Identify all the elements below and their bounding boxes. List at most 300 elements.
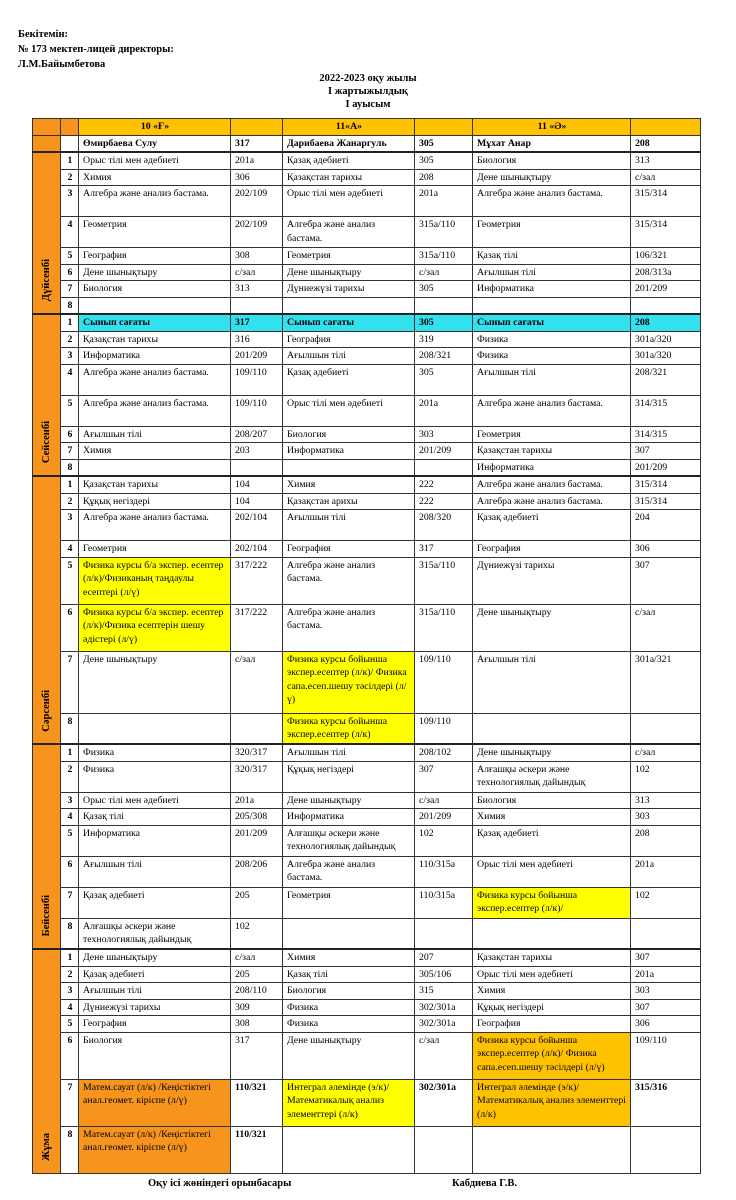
room-cell: 315а/110 xyxy=(415,604,473,651)
subject-cell: Геометрия xyxy=(283,248,415,265)
subject-cell: Геометрия xyxy=(79,217,231,248)
approve-label: Бекітемін: xyxy=(18,29,69,40)
subject-cell: Ағылшын тілі xyxy=(473,264,631,281)
lesson-number: 2 xyxy=(61,169,79,186)
teacher-name: Дарибаева Жанаргуль xyxy=(283,135,415,152)
room-cell: 315 xyxy=(415,983,473,1000)
room-cell: 208 xyxy=(415,169,473,186)
room-cell: 313 xyxy=(631,152,701,169)
lesson-row xyxy=(33,744,701,761)
subject-cell: Химия xyxy=(79,443,231,460)
room-cell: 315а/110 xyxy=(415,217,473,248)
day-name: Дүйсенбі xyxy=(41,259,53,302)
room-cell: с/зал xyxy=(631,604,701,651)
lesson-number: 1 xyxy=(61,476,79,493)
room-cell: 313 xyxy=(631,792,701,809)
lesson-number: 5 xyxy=(61,825,79,856)
subject-cell: Матем.сауат (л/к) /Кеңістіктегі анал.геомет. кіріспе (л/ү) xyxy=(79,1079,231,1126)
room-cell: 317 xyxy=(231,1032,283,1079)
room-cell: 222 xyxy=(415,493,473,510)
room-cell: 109/110 xyxy=(415,713,473,744)
subject-cell: Ағылшын тілі xyxy=(473,651,631,713)
day-name: Жұма xyxy=(41,1133,53,1161)
room-cell: 307 xyxy=(415,761,473,792)
day-name: Бейсенбі xyxy=(41,895,53,937)
room-cell: 208/110 xyxy=(231,983,283,1000)
lesson-number: 7 xyxy=(61,281,79,298)
director-name: Л.М.Байымбетова xyxy=(18,59,106,70)
room-cell: 205 xyxy=(231,887,283,918)
lesson-row xyxy=(33,248,701,265)
subject-cell: Интеграл әлемінде (э/к)/Математикалық анализ элементтері (л/к) xyxy=(473,1079,631,1126)
subject-cell: География xyxy=(283,541,415,558)
lesson-row xyxy=(33,541,701,558)
room-cell xyxy=(631,1126,701,1173)
subject-cell xyxy=(79,297,231,314)
subject-cell: Алгебра және анализ бастама. xyxy=(79,510,231,541)
subject-cell: Химия xyxy=(283,949,415,966)
room-cell: с/зал xyxy=(231,949,283,966)
subject-cell: Биология xyxy=(79,1032,231,1079)
lesson-row xyxy=(33,264,701,281)
lesson-number: 6 xyxy=(61,856,79,887)
subject-cell xyxy=(473,713,631,744)
subject-cell: Химия xyxy=(473,983,631,1000)
room-cell: 208/321 xyxy=(415,348,473,365)
room-cell: 208/321 xyxy=(631,364,701,395)
subject-cell: Биология xyxy=(283,426,415,443)
lesson-row xyxy=(33,966,701,983)
room-cell: 208/207 xyxy=(231,426,283,443)
room-cell: 208 xyxy=(631,825,701,856)
lesson-row xyxy=(33,999,701,1016)
room-cell: 306 xyxy=(231,169,283,186)
room-cell xyxy=(631,297,701,314)
lesson-row xyxy=(33,281,701,298)
room-cell: 201а xyxy=(415,395,473,426)
subject-cell: Қазақ әдебиеті xyxy=(283,152,415,169)
subject-cell: Интеграл әлемінде (э/к)/Математикалық анализ элементтері (л/к) xyxy=(283,1079,415,1126)
lesson-number: 1 xyxy=(61,314,79,331)
room-cell: 201а xyxy=(231,792,283,809)
room-cell: 201а xyxy=(415,186,473,217)
lesson-number: 5 xyxy=(61,1016,79,1033)
lesson-row xyxy=(33,809,701,826)
subject-cell: Физика xyxy=(283,999,415,1016)
room-cell: 302/301а xyxy=(415,1016,473,1033)
room-cell: 201/209 xyxy=(631,281,701,298)
lesson-row xyxy=(33,169,701,186)
room-cell: 305 xyxy=(415,364,473,395)
room-cell: 307 xyxy=(631,999,701,1016)
lesson-row xyxy=(33,792,701,809)
room-cell: 204 xyxy=(631,510,701,541)
subject-cell: Геометрия xyxy=(473,426,631,443)
day-label xyxy=(33,152,61,314)
room-cell: 305 xyxy=(415,314,473,331)
room-cell: 201а xyxy=(231,152,283,169)
lesson-number: 4 xyxy=(61,364,79,395)
subject-cell: Қазақ әдебиеті xyxy=(473,825,631,856)
subject-cell: Қазақстан тарихы xyxy=(473,443,631,460)
room-cell: 202/104 xyxy=(231,541,283,558)
subject-cell: Ағылшын тілі xyxy=(473,364,631,395)
lesson-number: 6 xyxy=(61,1032,79,1079)
room-cell: с/зал xyxy=(631,744,701,761)
room-cell: 320/317 xyxy=(231,761,283,792)
subject-cell: Орыс тілі мен әдебиеті xyxy=(283,186,415,217)
subject-cell: Геометрия xyxy=(79,541,231,558)
room-cell: 202/109 xyxy=(231,186,283,217)
subject-cell: Физика курсы б/а экспер. есептер (л/к)/Физиканың таңдаулы есептері (л/ү) xyxy=(79,557,231,604)
room-cell: 104 xyxy=(231,493,283,510)
subject-cell: Қазақстан тарихы xyxy=(79,331,231,348)
lesson-number: 7 xyxy=(61,1079,79,1126)
subject-cell: Физика курсы б/а экспер. есептер (л/к)/Физика есептерін шешу әдістері (л/ү) xyxy=(79,604,231,651)
lesson-number: 8 xyxy=(61,713,79,744)
subject-cell: Алғашқы әскери және технологиялық дайындық xyxy=(283,825,415,856)
subject-cell: Информатика xyxy=(79,825,231,856)
room-cell: 201а xyxy=(631,856,701,887)
room-cell: 316 xyxy=(231,331,283,348)
room-cell: 102 xyxy=(631,761,701,792)
lesson-number: 6 xyxy=(61,426,79,443)
subject-cell: Орыс тілі мен әдебиеті xyxy=(79,792,231,809)
lesson-row xyxy=(33,348,701,365)
room-cell: 110/315а xyxy=(415,887,473,918)
subject-cell: Қазақ әдебиеті xyxy=(473,510,631,541)
subject-cell: Дене шынықтыру xyxy=(473,744,631,761)
room-cell: 208/206 xyxy=(231,856,283,887)
lesson-row xyxy=(33,949,701,966)
corner-cell xyxy=(61,119,79,136)
room-cell: 319 xyxy=(415,331,473,348)
room-cell: 315/314 xyxy=(631,186,701,217)
room-cell: 315/316 xyxy=(631,1079,701,1126)
shift: I ауысым xyxy=(345,99,391,110)
room-cell: 317 xyxy=(231,314,283,331)
subject-cell: Ағылшын тілі xyxy=(79,983,231,1000)
lesson-row xyxy=(33,887,701,918)
subject-cell: Құқық негіздері xyxy=(283,761,415,792)
room-cell: 317/222 xyxy=(231,557,283,604)
subject-cell: Құқық негіздері xyxy=(473,999,631,1016)
room-cell: 202/109 xyxy=(231,217,283,248)
lesson-number: 2 xyxy=(61,761,79,792)
approval-block xyxy=(18,27,174,72)
subject-cell: География xyxy=(283,331,415,348)
subject-cell: Ағылшын тілі xyxy=(283,348,415,365)
subject-cell: Алгебра және анализ бастама. xyxy=(283,856,415,887)
homeroom: 208 xyxy=(631,135,701,152)
room-cell: 315/314 xyxy=(631,493,701,510)
subject-cell xyxy=(473,918,631,949)
room-cell: 315/314 xyxy=(631,476,701,493)
subject-cell: Дүниежүзі тарихы xyxy=(283,281,415,298)
room-cell xyxy=(231,713,283,744)
lesson-number: 3 xyxy=(61,348,79,365)
class-name: 11 «Ә» xyxy=(473,119,631,136)
footer-role: Оқу ісі жөніндегі орынбасары xyxy=(148,1178,292,1189)
semester: I жартыжылдық xyxy=(328,86,408,97)
room-cell: 306 xyxy=(631,541,701,558)
subject-cell xyxy=(283,459,415,476)
lesson-number: 6 xyxy=(61,264,79,281)
subject-cell: Алғашқы әскери және технологиялық дайындық xyxy=(79,918,231,949)
room-cell xyxy=(415,297,473,314)
room-cell: 201/209 xyxy=(415,443,473,460)
subject-cell: Дене шынықтыру xyxy=(283,1032,415,1079)
subject-cell: Сынып сағаты xyxy=(473,314,631,331)
subject-cell: Дене шынықтыру xyxy=(79,949,231,966)
room-cell: 208/102 xyxy=(415,744,473,761)
subject-cell: Дене шынықтыру xyxy=(79,651,231,713)
subject-cell: Физика xyxy=(473,348,631,365)
subject-cell: Геометрия xyxy=(473,217,631,248)
teacher-name: Мұхат Анар xyxy=(473,135,631,152)
room-cell: 313 xyxy=(231,281,283,298)
lesson-row xyxy=(33,713,701,744)
day-name: Сейсенбі xyxy=(41,421,53,464)
subject-cell: Физика курсы бойынша экспер.есептер (л/к)/ Физика сапа.есеп.шешу тәсілдері (л/ү) xyxy=(473,1032,631,1079)
room-cell: 208 xyxy=(631,314,701,331)
room-cell: 109/110 xyxy=(415,651,473,713)
subject-cell: Алгебра және анализ бастама. xyxy=(283,604,415,651)
subject-cell: Алгебра және анализ бастама. xyxy=(283,557,415,604)
room-cell: 303 xyxy=(631,809,701,826)
room-cell: 315а/110 xyxy=(415,557,473,604)
subject-cell xyxy=(283,918,415,949)
subject-cell: Құқық негіздері xyxy=(79,493,231,510)
room-cell: 201/209 xyxy=(231,348,283,365)
lesson-row xyxy=(33,314,701,331)
room-cell: 203 xyxy=(231,443,283,460)
lesson-row xyxy=(33,856,701,887)
subject-cell: Химия xyxy=(283,476,415,493)
lesson-row xyxy=(33,1126,701,1173)
subject-cell: Геометрия xyxy=(283,887,415,918)
subject-cell xyxy=(79,459,231,476)
lesson-row xyxy=(33,493,701,510)
corner-cell xyxy=(61,135,79,152)
lesson-number: 8 xyxy=(61,297,79,314)
lesson-number: 3 xyxy=(61,510,79,541)
subject-cell: Алгебра және анализ бастама. xyxy=(473,186,631,217)
room-cell: с/зал xyxy=(231,264,283,281)
lesson-row xyxy=(33,761,701,792)
day-label xyxy=(33,744,61,949)
subject-cell: Қазақстан тарихы xyxy=(283,169,415,186)
subject-cell: Қазақ әдебиеті xyxy=(283,364,415,395)
room-cell xyxy=(231,459,283,476)
day-label xyxy=(33,476,61,744)
homeroom: 317 xyxy=(231,135,283,152)
subject-cell: Дене шынықтыру xyxy=(473,604,631,651)
subject-cell: Матем.сауат (л/к) /Кеңістіктегі анал.геомет. кіріспе (л/ү) xyxy=(79,1126,231,1173)
lesson-number: 5 xyxy=(61,248,79,265)
room-cell: 317/222 xyxy=(231,604,283,651)
lesson-number: 7 xyxy=(61,887,79,918)
lesson-row xyxy=(33,604,701,651)
subject-cell: Қазақстан тарихы xyxy=(79,476,231,493)
subject-cell: Физика курсы бойынша экспер.есептер (л/к)/ Физика сапа.есеп.шешу тәсілдері (л/ү) xyxy=(283,651,415,713)
room-cell: с/зал xyxy=(631,169,701,186)
subject-cell: Қазақ тілі xyxy=(283,966,415,983)
day-name: Сәрсенбі xyxy=(41,689,53,732)
class-header-row xyxy=(33,119,701,136)
subject-cell: Информатика xyxy=(79,348,231,365)
subject-cell: Дүниежүзі тарихы xyxy=(79,999,231,1016)
subject-cell: Дене шынықтыру xyxy=(473,169,631,186)
room-cell xyxy=(415,459,473,476)
room-cell xyxy=(231,297,283,314)
lesson-number: 1 xyxy=(61,949,79,966)
footer-name: Кабдиева Г.В. xyxy=(452,1178,518,1189)
subject-cell xyxy=(473,297,631,314)
lesson-row xyxy=(33,1032,701,1079)
corner-cell xyxy=(33,135,61,152)
room-cell: 317 xyxy=(415,541,473,558)
subject-cell: География xyxy=(473,541,631,558)
room-cell: 315/314 xyxy=(631,217,701,248)
room-cell: 301а/321 xyxy=(631,651,701,713)
lesson-number: 5 xyxy=(61,557,79,604)
subject-cell: Ағылшын тілі xyxy=(79,856,231,887)
lesson-row xyxy=(33,443,701,460)
homeroom: 305 xyxy=(415,135,473,152)
room-cell: 307 xyxy=(631,949,701,966)
subject-cell: Қазақстан тарихы xyxy=(473,949,631,966)
room-cell: 303 xyxy=(631,983,701,1000)
room-cell: 109/110 xyxy=(231,395,283,426)
subject-cell: География xyxy=(79,248,231,265)
room-cell: 302/301а xyxy=(415,1079,473,1126)
class-name-spacer xyxy=(415,119,473,136)
subject-cell: Ағылшын тілі xyxy=(283,510,415,541)
subject-cell: Биология xyxy=(473,152,631,169)
subject-cell xyxy=(283,1126,415,1173)
lesson-row xyxy=(33,426,701,443)
room-cell: 314/315 xyxy=(631,426,701,443)
subject-cell: Қазақстан арихы xyxy=(283,493,415,510)
room-cell: 308 xyxy=(231,248,283,265)
subject-cell: Физика курсы бойынша экспер.есептер (л/к)/ xyxy=(473,887,631,918)
subject-cell xyxy=(79,713,231,744)
lesson-row xyxy=(33,217,701,248)
room-cell: 104 xyxy=(231,476,283,493)
subject-cell: Информатика xyxy=(283,809,415,826)
lesson-row xyxy=(33,651,701,713)
room-cell: с/зал xyxy=(415,1032,473,1079)
subject-cell: Физика xyxy=(473,331,631,348)
lesson-number: 7 xyxy=(61,651,79,713)
subject-cell: Алгебра және анализ бастама. xyxy=(473,493,631,510)
subject-cell: Орыс тілі мен әдебиеті xyxy=(473,856,631,887)
subject-cell: Орыс тілі мен әдебиеті xyxy=(283,395,415,426)
subject-cell: Биология xyxy=(283,983,415,1000)
subject-cell: Дүниежүзі тарихы xyxy=(473,557,631,604)
lesson-number: 8 xyxy=(61,918,79,949)
lesson-row xyxy=(33,1079,701,1126)
lesson-row xyxy=(33,395,701,426)
lesson-number: 2 xyxy=(61,966,79,983)
subject-cell: Алгебра және анализ бастама. xyxy=(79,186,231,217)
lesson-number: 6 xyxy=(61,604,79,651)
room-cell: 222 xyxy=(415,476,473,493)
room-cell: 301а/320 xyxy=(631,331,701,348)
room-cell: 309 xyxy=(231,999,283,1016)
subject-cell: Ағылшын тілі xyxy=(79,426,231,443)
room-cell: 110/321 xyxy=(231,1126,283,1173)
subject-cell: Дене шынықтыру xyxy=(283,792,415,809)
subject-cell: Химия xyxy=(473,809,631,826)
room-cell: 305 xyxy=(415,152,473,169)
subject-cell: Қазақ тілі xyxy=(79,809,231,826)
room-cell: 102 xyxy=(231,918,283,949)
subject-cell: Ағылшын тілі xyxy=(283,744,415,761)
subject-cell: Дене шынықтыру xyxy=(79,264,231,281)
room-cell: 301а/320 xyxy=(631,348,701,365)
lesson-row xyxy=(33,557,701,604)
lesson-number: 8 xyxy=(61,1126,79,1173)
day-label xyxy=(33,314,61,476)
lesson-number: 5 xyxy=(61,395,79,426)
lesson-number: 1 xyxy=(61,152,79,169)
class-name-spacer xyxy=(631,119,701,136)
room-cell: 109/110 xyxy=(231,364,283,395)
lesson-number: 4 xyxy=(61,809,79,826)
timetable xyxy=(32,118,701,1174)
room-cell: 102 xyxy=(415,825,473,856)
room-cell: 305/106 xyxy=(415,966,473,983)
room-cell: 201а xyxy=(631,966,701,983)
lesson-number: 3 xyxy=(61,792,79,809)
room-cell: 307 xyxy=(631,443,701,460)
room-cell: 205/308 xyxy=(231,809,283,826)
lesson-row xyxy=(33,152,701,169)
room-cell: 205 xyxy=(231,966,283,983)
lesson-row xyxy=(33,364,701,395)
director-title: № 173 мектеп-лицей директоры: xyxy=(18,44,174,55)
lesson-number: 4 xyxy=(61,999,79,1016)
subject-cell: География xyxy=(473,1016,631,1033)
schedule-title xyxy=(0,72,736,111)
lesson-row xyxy=(33,825,701,856)
room-cell: 110/321 xyxy=(231,1079,283,1126)
lesson-row xyxy=(33,476,701,493)
room-cell: 106/321 xyxy=(631,248,701,265)
lesson-number: 8 xyxy=(61,459,79,476)
room-cell: 302/301а xyxy=(415,999,473,1016)
lesson-number: 4 xyxy=(61,217,79,248)
room-cell: 201/209 xyxy=(231,825,283,856)
subject-cell xyxy=(283,297,415,314)
lesson-row xyxy=(33,510,701,541)
subject-cell: Сынып сағаты xyxy=(283,314,415,331)
room-cell: с/зал xyxy=(415,792,473,809)
subject-cell: Химия xyxy=(79,169,231,186)
room-cell: 110/315а xyxy=(415,856,473,887)
subject-cell: Алғашқы әскери және технологиялық дайындық xyxy=(473,761,631,792)
room-cell: 307 xyxy=(631,557,701,604)
room-cell xyxy=(631,918,701,949)
subject-cell: Информатика xyxy=(473,459,631,476)
subject-cell: Физика xyxy=(79,761,231,792)
subject-cell xyxy=(473,1126,631,1173)
subject-cell: Алгебра және анализ бастама. xyxy=(473,476,631,493)
subject-cell: Физика курсы бойынша экспер.есептер (л/к) xyxy=(283,713,415,744)
teacher-name: Өмирбаева Сулу xyxy=(79,135,231,152)
